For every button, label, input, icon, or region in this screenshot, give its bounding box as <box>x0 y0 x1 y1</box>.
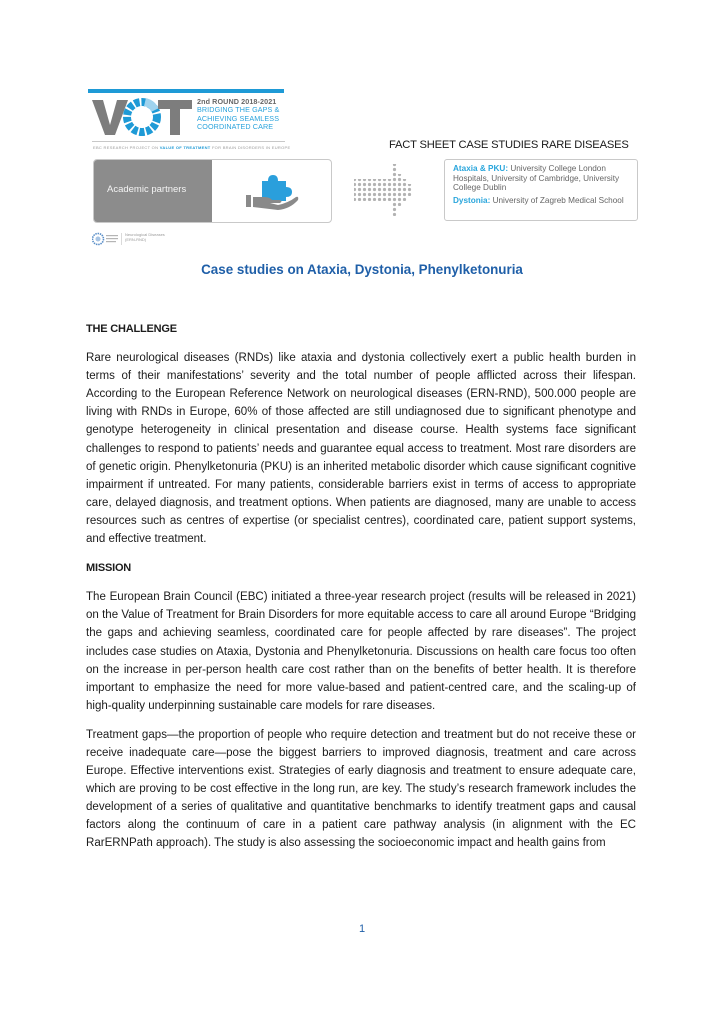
academic-partners-card <box>93 159 332 223</box>
ern-subtitle-line-2: (ERN-RND) <box>125 237 147 242</box>
mission-paragraph-2: Treatment gaps—the proportion of people who require detection and treatment but do not receive these or receive inadequate care—pose the biggest barriers to improved diagnosis, treatment and care across Europe. Effective interventions exist. Strategies of early diagnosis and treatment to ensure adequate care, which are proving to be cost effective in the long run, are key. The study’s research framework includes the development of a series of qualitative and quantitative benchmarks to identify treatment gaps and causal factors along the continuum of care in a patient care pathway analysis (in alignment with the EC RarERNPath approach). The study is also assessing the socioeconomic impact and health gains from <box>86 728 636 850</box>
vot-tagline <box>93 145 290 150</box>
mission-paragraph-1: The European Brain Council (EBC) initiated a three-year research project (results will be released in 2021) on the Value of Treatment for Brain Disorders for more equitable access to care all around Europe “Bridging the gaps and achieving seamless, coordinated care for people affected by rare diseases”. The project includes case studies on Ataxia, Dystonia and Phenylketonuria. Discussions on health care focus too often on the increase in per-person health care cost rather than on the benefits of better health. It is therefore important to emphasize the need for more value-based and patient-centred care, and the scaling-up of high-quality underpinning sustainable care models for rare diseases. <box>86 591 636 712</box>
vot-tagline-suffix: FOR BRAIN DISORDERS IN EUROPE <box>211 145 291 150</box>
vot-subtitle-line-3: COORDINATED CARE <box>197 122 274 132</box>
academic-partners-label: Academic partners <box>107 184 187 195</box>
vot-tagline-highlight: VALUE OF TREATMENT <box>159 145 211 150</box>
vot-logo-top-bar <box>88 89 284 93</box>
university-names: University College London Hospitals, University of Cambridge, University College Dublin <box>453 164 620 193</box>
university-entry-dystonia <box>453 196 637 206</box>
universities-card <box>444 159 638 221</box>
vot-subtitle-line-1: BRIDGING THE GAPS & <box>197 105 280 115</box>
section-heading-challenge: THE CHALLENGE <box>86 323 177 335</box>
challenge-paragraph: Rare neurological diseases (RNDs) like ataxia and dystonia collectively exert a public health burden in terms of their manifestations’ severity and the total number of people afflicted across their lifespan. According to the European Reference Network on neurological diseases (ERN-RND), 500.000 people are living with RNDs in Europe, 60% of those affected are still undiagnosed due to significant phenotype and genotype heterogeneity in clinical presentation and disease course. Health systems face significant challenges to respond to patients’ needs and guarantee equal access to treatment. Most rare disorders are of genetic origin. Phenylketonuria (PKU) is an inherited metabolic disorder which cause significant cognitive impairment if untreated. For many patients, considerable barriers exist in terms of access to appropriate care, delayed diagnosis, and treatment options. When patients are diagnosed, many are unable to access resources such as centres of expertise (or specialist centres), coordinated care, patient support systems, and effective treatment. <box>86 352 636 546</box>
vot-subtitle-line-2: ACHIEVING SEAMLESS <box>197 113 280 123</box>
university-names: University of Zagreb Medical School <box>492 195 624 205</box>
document-body <box>86 320 636 861</box>
page-number: 1 <box>358 923 366 935</box>
university-entry-ataxia-pku <box>453 164 637 193</box>
fact-sheet-title: FACT SHEET CASE STUDIES RARE DISEASES <box>389 139 629 151</box>
ern-subtitle-line-1: Neurological Diseases <box>125 232 165 237</box>
hand-holding-puzzle-icon <box>244 173 302 211</box>
vot-divider <box>92 141 285 142</box>
vot-round-line: 2nd ROUND 2018-2021 <box>197 97 277 106</box>
vot-tagline-prefix: EBC RESEARCH PROJECT ON <box>93 145 159 150</box>
document-title: Case studies on Ataxia, Dystonia, Phenylketonuria <box>201 262 523 277</box>
academic-partners-panel <box>94 160 212 222</box>
university-label: Ataxia & PKU: <box>453 164 509 173</box>
vot-round-text <box>197 98 279 132</box>
universities-text <box>453 164 637 208</box>
section-heading-mission: MISSION <box>86 562 132 575</box>
ern-rnd-text <box>125 232 165 242</box>
dotted-arrow-icon <box>352 162 432 218</box>
university-label: Dystonia: <box>453 195 491 205</box>
vot-logo <box>92 97 192 137</box>
